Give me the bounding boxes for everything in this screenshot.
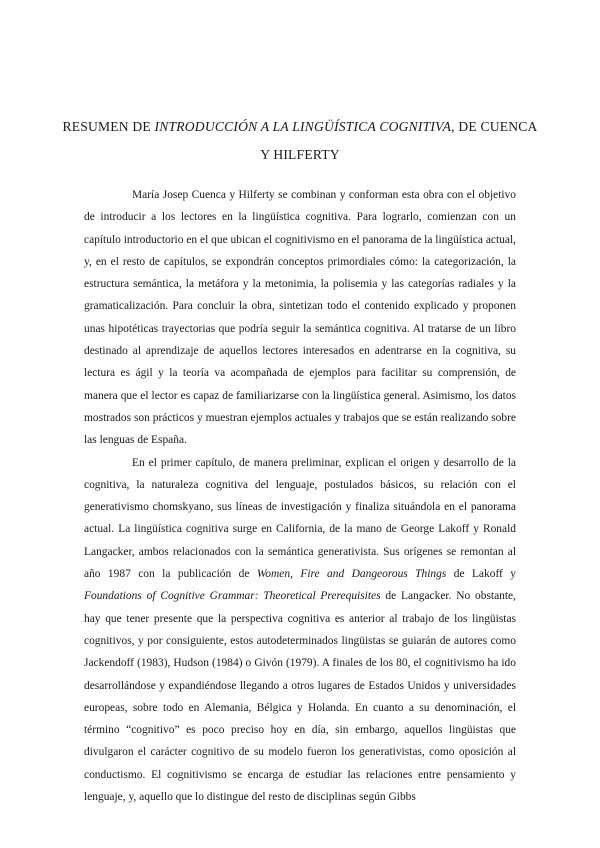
title-suffix: , DE CUENCA Y HILFERTY xyxy=(260,119,538,162)
document-title xyxy=(60,113,540,169)
paragraph-2-text-b: de Lakoff y xyxy=(446,568,516,581)
title-prefix: RESUMEN DE xyxy=(62,119,155,134)
book-title-women-fire: Women, Fire and Dangeorous Things xyxy=(256,568,447,581)
document-body xyxy=(84,184,516,808)
paragraph-1: María Josep Cuenca y Hilferty se combinan y conforman esta obra con el objetivo de introducir a los lectores en la lingüística cognitiva. Para lograrlo, comienzan con un capítulo introductorio en el que ubican el cognitivismo en el panorama de la lingüística actual, y, en el resto de capítulos, se expondrán conceptos primordiales cómo: la categorización, la estructura semántica, la metáfora y la metonimia, la polisemia y las categorías radiales y la gramaticalización. Para concluir la obra, sintetizan todo el contenido explicado y proponen unas hipotéticas trayectorias que podría seguir la semántica cognitiva. Al tratarse de un libro destinado al aprendizaje de aquellos lectores interesados en adentrarse en la cognitiva, su lectura es ágil y la teoría va acompañada de ejemplos para facilitar su comprensión, de manera que el lector es capaz de familiarizarse con la lingüística general. Asimismo, los datos mostrados son prácticos y muestran ejemplos actuales y trabajos que se están realizando sobre las lenguas de España. xyxy=(84,189,516,447)
paragraph-2-text-c: de Langacker. No obstante, hay que tener presente que la perspectiva cognitiva es anterior al trabajo de los lingüistas cognitivos, y por consiguiente, estos autodeterminados lingüistas se guiarán de autores como Jackendoff (1983), Hudson (1984) o Givón (1979). A finales de los 80, el cognitivismo ha ido desarrollándose y expandiéndose llegando a otros lugares de Estados Unidos y universidades europeas, sobre todo en Alemania, Bélgica y Holanda. En cuanto a su denominación, el término “cognitivo” es poco preciso hoy en día, sin embargo, aquellos lingüistas que divulgaron el carácter cognitivo de su modelo fueron los generativistas, como oposición al conductismo. El cognitivismo se encarga de estudiar las relaciones entre pensamiento y lenguaje, y, aquello que lo distingue del resto de disciplinas según Gibbs xyxy=(84,590,516,804)
paragraph-2 xyxy=(84,452,516,809)
paragraph-2-text-a: En el primer capítulo, de manera preliminar, explican el origen y desarrollo de la cognitiva, la naturaleza cognitiva del lenguaje, postulados básicos, su relación con el generativismo chomskyano, sus líneas de investigación y finaliza situándola en el panorama actual. La lingüística cognitiva surge en California, de la mano de George Lakoff y Ronald Langacker, ambos relacionados con la semántica generativista. Sus orígenes se remontan al año 1987 con la publicación de xyxy=(84,456,516,581)
title-book-name: INTRODUCCIÓN A LA LINGÜÍSTICA COGNITIVA xyxy=(154,119,452,134)
book-title-foundations: Foundations of Cognitive Grammar: Theoretical Prerequisites xyxy=(84,590,381,603)
